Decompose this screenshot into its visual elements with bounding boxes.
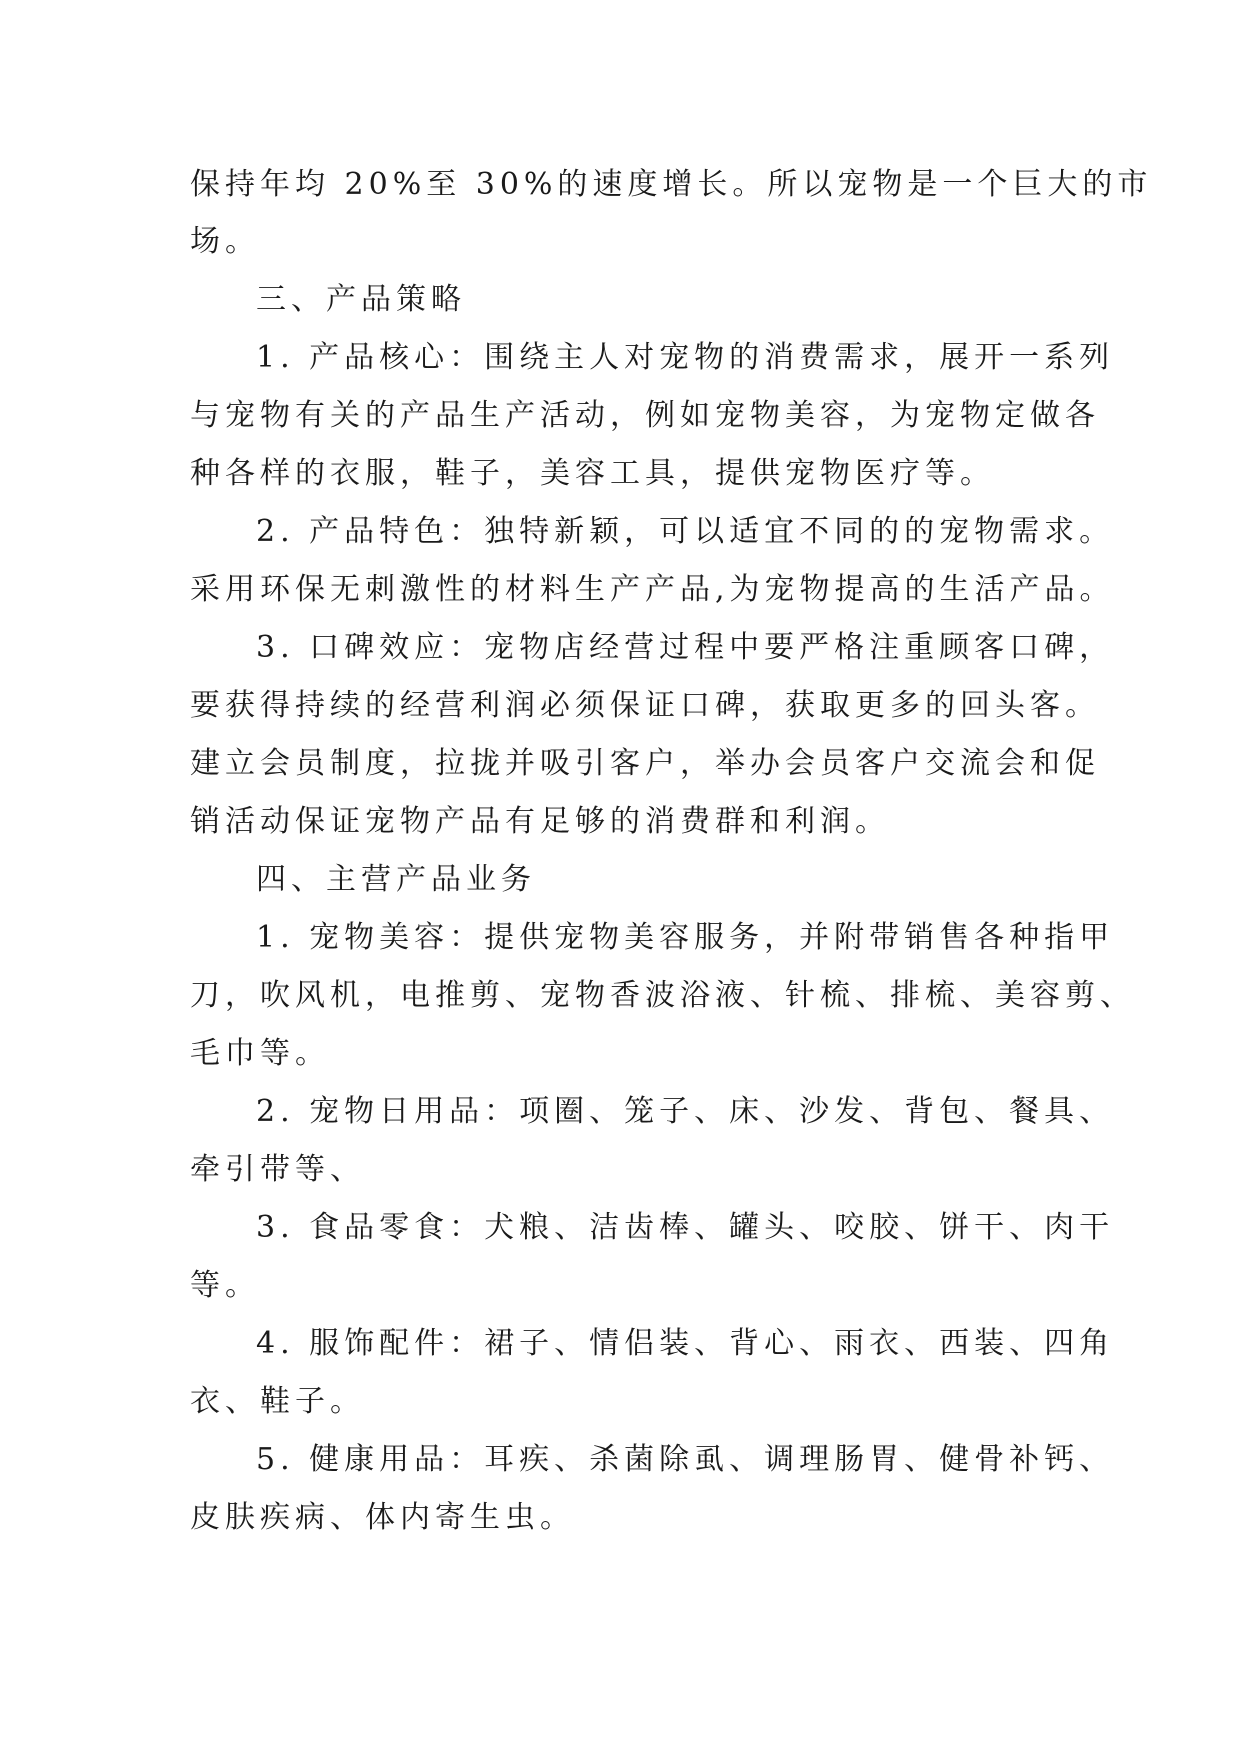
text-line-product-core-cont-1: 与宠物有关的产品生产活动，例如宠物美容，为宠物定做各 <box>190 398 1100 433</box>
section-heading-product-strategy: 三、产品策略 <box>256 282 466 317</box>
text-line-pet-grooming: 1. 宠物美容：提供宠物美容服务，并附带销售各种指甲 <box>256 920 1115 955</box>
text-line-word-of-mouth-cont-2: 建立会员制度，拉拢并吸引客户，举办会员客户交流会和促 <box>190 746 1100 781</box>
text-line-food-snacks: 3. 食品零食：犬粮、洁齿棒、罐头、咬胶、饼干、肉干 <box>256 1210 1115 1245</box>
text-line-market-end: 场。 <box>190 224 260 259</box>
text-line-word-of-mouth-cont-1: 要获得持续的经营利润必须保证口碑，获取更多的回头客。 <box>190 688 1100 723</box>
text-line-apparel-cont: 衣、鞋子。 <box>190 1384 365 1419</box>
text-line-apparel: 4. 服饰配件：裙子、情侣装、背心、雨衣、西装、四角 <box>256 1326 1115 1361</box>
text-line-product-feature-cont: 采用环保无刺激性的材料生产产品,为宠物提高的生活产品。 <box>190 572 1115 607</box>
text-line-pet-grooming-cont-2: 毛巾等。 <box>190 1036 330 1071</box>
text-line-pet-grooming-cont-1: 刀，吹风机，电推剪、宠物香波浴液、针梳、排梳、美容剪、 <box>190 978 1135 1013</box>
text-line-product-core-cont-2: 种各样的衣服，鞋子，美容工具，提供宠物医疗等。 <box>190 456 995 491</box>
text-line-product-feature: 2. 产品特色：独特新颖，可以适宜不同的的宠物需求。 <box>256 514 1115 549</box>
text-line-product-core: 1. 产品核心：围绕主人对宠物的消费需求，展开一系列 <box>256 340 1115 375</box>
text-line-health-products-cont: 皮肤疾病、体内寄生虫。 <box>190 1500 575 1535</box>
text-line-daily-supplies: 2. 宠物日用品：项圈、笼子、床、沙发、背包、餐具、 <box>256 1094 1115 1129</box>
text-line-word-of-mouth-cont-3: 销活动保证宠物产品有足够的消费群和利润。 <box>190 804 890 839</box>
text-line-food-snacks-cont: 等。 <box>190 1268 260 1303</box>
text-line-health-products: 5. 健康用品：耳疾、杀菌除虱、调理肠胃、健骨补钙、 <box>256 1442 1115 1477</box>
text-line-market-growth: 保持年均 20%至 30%的速度增长。所以宠物是一个巨大的市 <box>190 167 1153 202</box>
text-line-word-of-mouth: 3. 口碑效应：宠物店经营过程中要严格注重顾客口碑， <box>256 630 1115 665</box>
section-heading-main-business: 四、主营产品业务 <box>256 862 536 897</box>
text-line-daily-supplies-cont: 牵引带等、 <box>190 1152 365 1187</box>
